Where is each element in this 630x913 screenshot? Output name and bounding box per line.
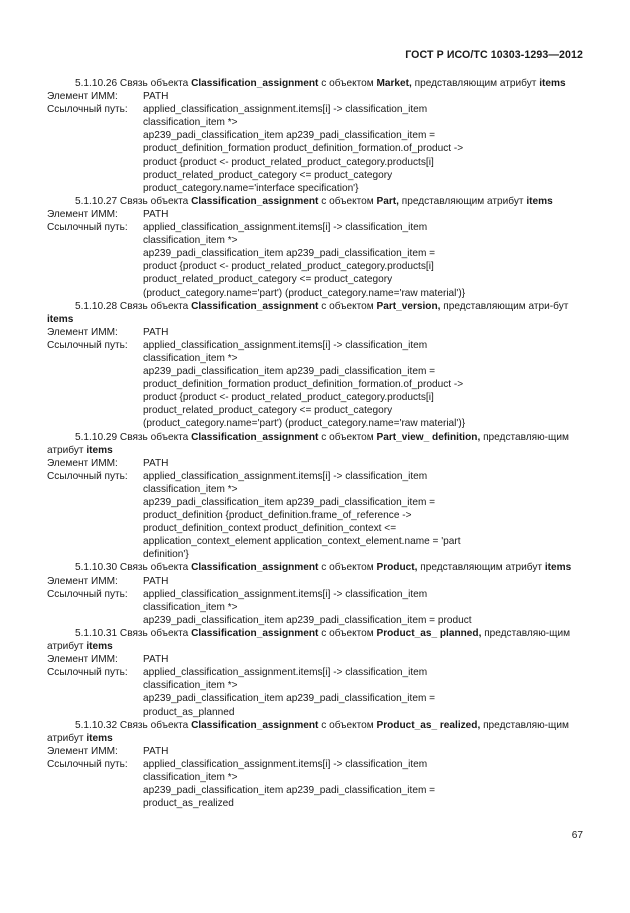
path-line: ap239_padi_classification_item ap239_padi_classification_item = bbox=[143, 497, 436, 508]
heading-text: представляющим атрибут bbox=[420, 562, 543, 574]
target-entity-name: Product, bbox=[376, 562, 418, 574]
path-label: Ссылочный путь: bbox=[47, 588, 128, 600]
section-heading bbox=[47, 561, 584, 574]
path-line: ap239_padi_classification_item ap239_padi_classification_item = bbox=[143, 785, 436, 797]
path-line: classification_item *> bbox=[143, 601, 238, 613]
element-row bbox=[47, 208, 584, 221]
heading-text: с объектом bbox=[321, 562, 374, 574]
heading-text: представляющим атрибут bbox=[401, 195, 524, 207]
path-value bbox=[143, 470, 584, 562]
path-line: product_definition_formation product_definition_formation.of_product -> bbox=[143, 143, 464, 155]
path-label: Ссылочный путь: bbox=[47, 758, 128, 770]
element-row bbox=[47, 653, 584, 666]
path-value bbox=[143, 666, 584, 718]
element-label: Элемент ИММ: bbox=[47, 208, 118, 220]
element-value: PATH bbox=[143, 457, 169, 469]
path-line: classification_item *> bbox=[143, 117, 238, 129]
path-line: ap239_padi_classification_item ap239_padi_classification_item = bbox=[143, 248, 436, 260]
path-line: applied_classification_assignment.items[i] -> classification_item bbox=[143, 758, 428, 770]
heading-text: с объектом bbox=[321, 627, 374, 639]
heading-text: представляю-щим атрибут bbox=[47, 719, 569, 744]
section-number: 5.1.10.32 bbox=[75, 719, 118, 731]
target-entity-name: Part_view_ definition, bbox=[376, 431, 481, 443]
path-line: (product_category.name='part') (product_category.name='raw material')} bbox=[143, 287, 466, 299]
element-row bbox=[47, 745, 584, 758]
path-label: Ссылочный путь: bbox=[47, 667, 128, 679]
attribute-name: items bbox=[86, 444, 113, 456]
entity-name: Classification_assignment bbox=[191, 78, 319, 89]
path-line: ap239_padi_classification_item ap239_padi_classification_item = product bbox=[143, 614, 472, 626]
section-heading bbox=[47, 195, 584, 208]
element-value: PATH bbox=[143, 654, 169, 666]
path-line: definition'} bbox=[143, 549, 189, 561]
heading-text: с объектом bbox=[321, 431, 374, 443]
section-5-1-10-28 bbox=[47, 300, 584, 431]
page-number: 67 bbox=[571, 830, 583, 841]
section-number: 5.1.10.26 bbox=[75, 78, 118, 89]
path-line: ap239_padi_classification_item ap239_padi_classification_item = bbox=[143, 130, 436, 142]
element-value: PATH bbox=[143, 326, 169, 338]
path-line: applied_classification_assignment.items[i] -> classification_item bbox=[143, 470, 428, 482]
section-5-1-10-32 bbox=[47, 719, 584, 811]
section-5-1-10-30 bbox=[47, 561, 584, 626]
attribute-name: items bbox=[86, 641, 113, 653]
section-5-1-10-29 bbox=[47, 431, 584, 562]
path-line: classification_item *> bbox=[143, 483, 238, 495]
heading-text: с объектом bbox=[321, 300, 374, 312]
section-heading bbox=[47, 719, 584, 745]
target-entity-name: Market, bbox=[376, 78, 412, 89]
heading-text: Связь объекта bbox=[119, 195, 189, 207]
element-value: PATH bbox=[143, 575, 169, 587]
page-header: ГОСТ Р ИСО/ТС 10303-1293—2012 bbox=[405, 49, 583, 61]
path-value bbox=[143, 588, 584, 627]
element-value: PATH bbox=[143, 208, 169, 220]
path-label: Ссылочный путь: bbox=[47, 470, 128, 482]
path-line: application_context_element application_context_element.name = 'part bbox=[143, 536, 461, 548]
element-label: Элемент ИММ: bbox=[47, 91, 118, 103]
path-line: product_definition_context product_definition_context <= bbox=[143, 523, 397, 535]
path-value bbox=[143, 103, 584, 195]
element-row bbox=[47, 457, 584, 470]
heading-text: Связь объекта bbox=[119, 78, 189, 89]
heading-text: Связь объекта bbox=[119, 719, 189, 731]
entity-name: Classification_assignment bbox=[191, 300, 319, 312]
path-line: product_category.name='interface specification'} bbox=[143, 182, 359, 194]
section-5-1-10-27 bbox=[47, 195, 584, 300]
path-row bbox=[47, 588, 584, 627]
path-line: ap239_padi_classification_item ap239_padi_classification_item = bbox=[143, 366, 436, 378]
heading-text: представляющим атри-бут bbox=[443, 300, 569, 312]
entity-name: Classification_assignment bbox=[191, 562, 319, 574]
element-label: Элемент ИММ: bbox=[47, 745, 118, 757]
heading-text: с объектом bbox=[321, 719, 374, 731]
path-value bbox=[143, 221, 584, 300]
section-heading bbox=[47, 627, 584, 653]
entity-name: Classification_assignment bbox=[191, 719, 319, 731]
target-entity-name: Part_version, bbox=[376, 300, 441, 312]
section-heading bbox=[47, 77, 584, 90]
path-label: Ссылочный путь: bbox=[47, 339, 128, 351]
path-label: Ссылочный путь: bbox=[47, 104, 128, 116]
entity-name: Classification_assignment bbox=[191, 431, 319, 443]
path-line: product {product <- product_related_product_category.products[i] bbox=[143, 392, 434, 404]
path-line: product_definition {product_definition.frame_of_reference -> bbox=[143, 510, 412, 522]
entity-name: Classification_assignment bbox=[191, 195, 319, 207]
path-line: applied_classification_assignment.items[i] -> classification_item bbox=[143, 104, 428, 116]
attribute-name: items bbox=[47, 313, 74, 325]
path-value bbox=[143, 758, 584, 810]
element-label: Элемент ИММ: bbox=[47, 457, 118, 469]
heading-text: Связь объекта bbox=[119, 562, 189, 574]
path-row bbox=[47, 758, 584, 810]
path-line: product {product <- product_related_product_category.products[i] bbox=[143, 261, 434, 273]
path-row bbox=[47, 666, 584, 718]
path-line: applied_classification_assignment.items[i] -> classification_item bbox=[143, 339, 428, 351]
heading-text: с объектом bbox=[321, 195, 374, 207]
path-line: (product_category.name='part') (product_category.name='raw material')} bbox=[143, 418, 466, 430]
element-value: PATH bbox=[143, 91, 169, 103]
heading-text: Связь объекта bbox=[119, 431, 189, 443]
attribute-name: items bbox=[539, 78, 566, 89]
path-line: product_related_product_category <= product_category bbox=[143, 274, 393, 286]
section-number: 5.1.10.31 bbox=[75, 627, 118, 639]
path-line: product_related_product_category <= product_category bbox=[143, 169, 393, 181]
path-line: product_as_realized bbox=[143, 798, 234, 810]
heading-text: представляю-щим атрибут bbox=[47, 627, 571, 653]
element-value: PATH bbox=[143, 745, 169, 757]
path-line: applied_classification_assignment.items[i] -> classification_item bbox=[143, 588, 428, 600]
section-number: 5.1.10.29 bbox=[75, 431, 118, 443]
path-line: applied_classification_assignment.items[i] -> classification_item bbox=[143, 222, 428, 234]
path-row bbox=[47, 470, 584, 562]
path-line: ap239_padi_classification_item ap239_padi_classification_item = bbox=[143, 693, 436, 705]
section-number: 5.1.10.27 bbox=[75, 195, 118, 207]
heading-text: представляющим атрибут bbox=[414, 78, 537, 89]
path-row bbox=[47, 339, 584, 431]
document-body bbox=[47, 77, 584, 810]
path-line: applied_classification_assignment.items[i] -> classification_item bbox=[143, 667, 428, 679]
path-label: Ссылочный путь: bbox=[47, 222, 128, 234]
path-row bbox=[47, 221, 584, 300]
heading-text: с объектом bbox=[321, 78, 374, 89]
attribute-name: items bbox=[86, 732, 113, 744]
entity-name: Classification_assignment bbox=[191, 627, 319, 639]
attribute-name: items bbox=[526, 195, 553, 207]
target-entity-name: Part, bbox=[376, 195, 399, 207]
path-value bbox=[143, 339, 584, 431]
element-label: Элемент ИММ: bbox=[47, 575, 118, 587]
path-line: product {product <- product_related_product_category.products[i] bbox=[143, 156, 434, 168]
element-label: Элемент ИММ: bbox=[47, 326, 118, 338]
attribute-name: items bbox=[544, 562, 572, 574]
heading-text: представляю-щим атрибут bbox=[47, 431, 569, 456]
path-line: classification_item *> bbox=[143, 235, 238, 247]
target-entity-name: Product_as_ realized, bbox=[376, 719, 481, 731]
path-row bbox=[47, 103, 584, 195]
path-line: classification_item *> bbox=[143, 680, 238, 692]
heading-text: Связь объекта bbox=[119, 627, 189, 639]
element-row bbox=[47, 575, 584, 588]
section-5-1-10-31 bbox=[47, 627, 584, 719]
section-heading bbox=[47, 431, 584, 457]
path-line: classification_item *> bbox=[143, 352, 238, 364]
path-line: product_definition_formation product_definition_formation.of_product -> bbox=[143, 379, 464, 391]
element-label: Элемент ИММ: bbox=[47, 654, 118, 666]
section-number: 5.1.10.28 bbox=[75, 300, 118, 312]
section-heading bbox=[47, 300, 584, 326]
section-number: 5.1.10.30 bbox=[75, 562, 118, 574]
path-line: product_related_product_category <= product_category bbox=[143, 405, 393, 417]
element-row bbox=[47, 326, 584, 339]
path-line: product_as_planned bbox=[143, 706, 235, 718]
target-entity-name: Product_as_ planned, bbox=[376, 627, 482, 639]
path-line: classification_item *> bbox=[143, 771, 238, 783]
element-row bbox=[47, 90, 584, 103]
section-5-1-10-26 bbox=[47, 77, 584, 195]
heading-text: Связь объекта bbox=[119, 300, 189, 312]
